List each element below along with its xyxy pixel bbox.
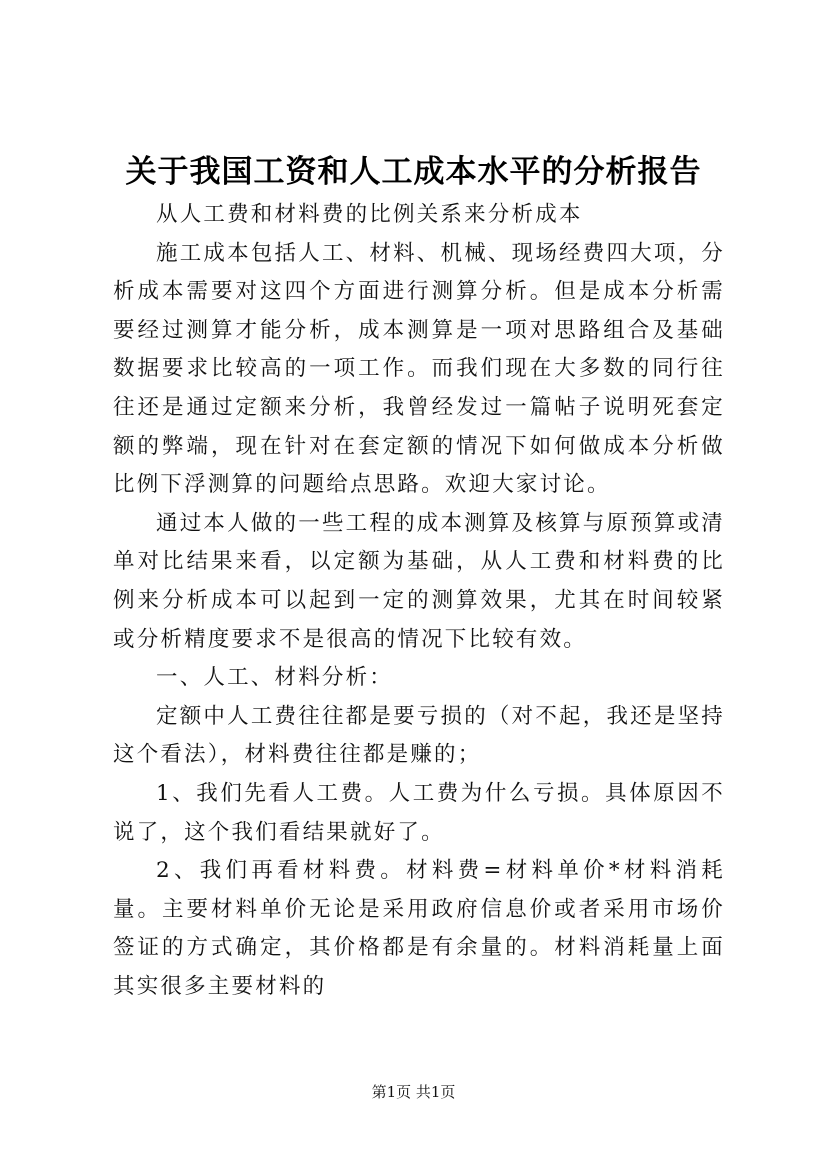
- paragraph-subtitle: 从人工费和材料费的比例关系来分析成本: [156, 202, 583, 227]
- paragraph: 施工成本包括人工、材料、机械、现场经费四大项，分析成本需要对这四个方面进行测算分析。但是成本分析需要经过测算才能分析，成本测算是一项对思路组合及基础数据要求比较高的一项工作。而我们现在大多数的同行往往还是通过定额来分析，我曾经发过一篇帖子说明死套定额的弊端，现在针对在套定额的情况下如何做成本分析做比例下浮测算的问题给点思路。欢迎大家讨论。: [113, 240, 725, 498]
- document-title: 关于我国工资和人工成本水平的分析报告: [125, 154, 702, 190]
- paragraph: 2、我们再看材料费。材料费=材料单价*材料消耗量。主要材料单价无论是采用政府信息价或者采用市场价签证的方式确定，其价格都是有余量的。材料消耗量上面其实很多主要材料的: [113, 858, 725, 999]
- paragraph: 1、我们先看人工费。人工费为什么亏损。具体原因不说了，这个我们看结果就好了。: [113, 780, 725, 845]
- page-footer: 第1页 共1页: [371, 1083, 456, 1101]
- document-body: [113, 196, 725, 1006]
- section-heading: 一、人工、材料分析：: [156, 665, 394, 691]
- paragraph: 定额中人工费往往都是要亏损的（对不起，我还是坚持这个看法），材料费往往都是赚的；: [113, 703, 725, 768]
- paragraph: 通过本人做的一些工程的成本测算及核算与原预算或清单对比结果来看，以定额为基础，从人工费和材料费的比例来分析成本可以起到一定的测算效果，尤其在时间较紧或分析精度要求不是很高的情况下比较有效。: [113, 510, 725, 652]
